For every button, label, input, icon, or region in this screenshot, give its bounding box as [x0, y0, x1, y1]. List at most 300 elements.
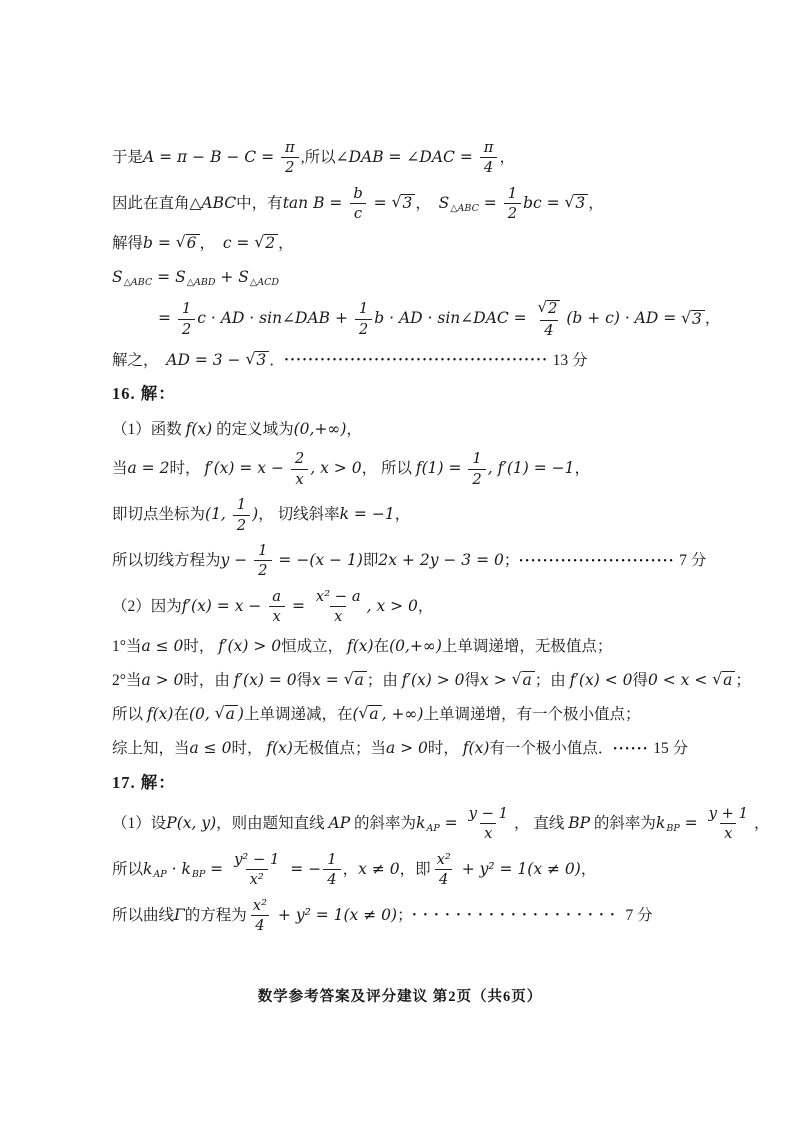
math-line — [112, 542, 707, 580]
fraction-denominator — [720, 823, 736, 841]
text-run: ． — [269, 351, 285, 369]
text-run: 解之， — [112, 351, 167, 369]
math-run: a > 0 — [141, 671, 184, 690]
text-run: ， — [415, 195, 439, 213]
math-run: = − — [285, 859, 322, 878]
text-run: 2°当 — [112, 672, 142, 690]
math-run: 3 — [575, 194, 586, 213]
text-run: ,所以 — [300, 149, 336, 167]
math-run: x — [724, 825, 733, 843]
math-run: y² − 1 — [234, 850, 280, 868]
radicand — [522, 671, 535, 690]
math-run: 3 — [692, 309, 702, 328]
subscript — [124, 277, 153, 289]
text-run: ， — [417, 598, 434, 616]
math-run: f(x) — [462, 739, 490, 758]
text-run: ， — [588, 195, 604, 213]
subscript-base: S — [238, 268, 249, 287]
radical-sign: √ — [564, 193, 575, 212]
subscripted-symbol — [112, 268, 152, 287]
text-run: 所以 — [112, 706, 147, 724]
text-run: ；由 — [366, 672, 402, 690]
square-root — [215, 705, 238, 724]
math-run: f′(x) = x − — [181, 597, 267, 616]
fraction-denominator — [435, 869, 452, 887]
math-run: + y² = 1(x ≠ 0) — [273, 905, 398, 924]
subscript-base: S — [438, 194, 450, 213]
text-run: ； — [397, 906, 413, 924]
math-run: f(x) — [346, 637, 374, 656]
subscript — [450, 203, 479, 215]
math-run: bc = — [523, 194, 565, 213]
text-run: 恒成立， — [281, 638, 347, 656]
math-run: , +∞) — [381, 705, 424, 724]
fraction-numerator — [480, 140, 498, 157]
text-run: 得 — [632, 672, 648, 690]
text-run: 所以切线方程为 — [112, 552, 221, 570]
text-run: ；由 — [534, 672, 570, 690]
text-run: 当 — [112, 460, 128, 478]
subscript — [153, 869, 166, 881]
math-run: c · AD · sin∠DAB + — [197, 309, 353, 328]
math-run: ) — [237, 705, 244, 724]
dot-leader: •••••••••••••••••••••••••• — [519, 555, 676, 567]
math-run: f(x) — [185, 419, 213, 438]
math-run: 2 — [258, 562, 268, 580]
math-run: b — [353, 184, 363, 202]
fraction-numerator — [465, 806, 512, 823]
fraction — [468, 451, 485, 487]
q17-solution — [112, 771, 770, 935]
subscripted-symbol — [143, 860, 167, 879]
fraction-denominator — [269, 606, 285, 624]
text-run: 解得 — [112, 235, 144, 253]
fraction-numerator — [233, 497, 250, 514]
math-run: c — [353, 205, 363, 223]
text-run: ， 所以 — [361, 460, 416, 478]
radical-sign: √ — [511, 670, 522, 689]
fraction — [323, 852, 340, 888]
fraction-numerator — [312, 589, 365, 606]
fraction — [349, 186, 366, 222]
text-run: ，即 — [399, 860, 431, 878]
math-run: 3 — [256, 350, 267, 369]
text-run: 上单调递增，有一个极小值点； — [423, 706, 641, 724]
math-run: 1 — [327, 850, 337, 868]
subscripted-symbol — [175, 268, 215, 287]
radicand — [186, 234, 200, 253]
radical-sign: √ — [343, 670, 354, 689]
radicand — [225, 705, 238, 724]
math-run: 2 — [285, 159, 295, 177]
math-run: ∠DAB = ∠DAC = — [335, 148, 478, 167]
fraction — [268, 589, 285, 625]
text-run: 的方程为 — [184, 906, 247, 924]
radicand — [401, 194, 415, 213]
math-run: = — [439, 814, 463, 833]
text-run: 所以曲线 — [112, 906, 175, 924]
fraction-denominator — [330, 606, 346, 624]
math-line — [112, 451, 704, 487]
radical-sign: √ — [245, 349, 256, 368]
math-run: = — [287, 597, 310, 616]
q15-solution-continued — [112, 139, 721, 372]
math-run: 1 — [358, 300, 369, 318]
math-run: 2x + 2y − 3 = 0 — [378, 551, 504, 570]
fraction — [705, 806, 752, 842]
square-root — [254, 234, 278, 253]
text-run: （2）因为 — [112, 598, 182, 616]
text-run: 即切点坐标为 — [112, 506, 206, 524]
math-run: 2 — [358, 320, 369, 338]
math-run: 4 — [255, 917, 265, 935]
fraction-numerator — [504, 186, 521, 203]
text-run: 7 分 — [621, 906, 653, 924]
text-run: 7 分 — [675, 552, 707, 570]
text-run: 时， — [183, 638, 219, 656]
math-line — [112, 703, 704, 727]
subscript — [187, 277, 216, 289]
fraction — [504, 186, 521, 222]
fraction-numerator — [468, 451, 485, 468]
text-run: 1°当 — [112, 638, 142, 656]
radicand — [354, 671, 367, 690]
math-run: a > 0 — [385, 739, 428, 758]
fraction — [433, 852, 455, 888]
text-run: 的斜率为 — [350, 815, 417, 833]
fraction-denominator — [540, 320, 557, 338]
text-run: ， — [199, 235, 223, 253]
subscript-base: k — [416, 814, 426, 833]
math-run: f′(x) < 0 — [569, 671, 633, 690]
subscript — [426, 823, 439, 835]
math-run: a — [272, 587, 282, 605]
math-line — [112, 635, 704, 659]
math-line — [112, 417, 704, 441]
fraction-denominator — [281, 157, 298, 175]
math-line — [112, 497, 704, 533]
math-run: f′(x) > 0 — [401, 671, 465, 690]
subscript-text: AP — [426, 822, 440, 834]
fraction-numerator — [254, 543, 271, 560]
fraction — [291, 451, 308, 487]
math-run: = — [368, 194, 392, 213]
math-run: 4 — [438, 871, 449, 889]
text-run: ， — [704, 310, 721, 328]
math-run: x — [295, 470, 304, 488]
math-run: f′(x) = x − — [204, 459, 289, 478]
math-run: f′(x) > 0 — [218, 637, 282, 656]
fraction-numerator — [291, 451, 308, 468]
subscripted-symbol — [656, 814, 680, 833]
math-run: f(x) — [266, 739, 293, 758]
square-root — [712, 671, 735, 690]
math-run: 2 — [547, 299, 558, 317]
math-run: = — [158, 309, 176, 328]
math-run: · — [166, 859, 182, 878]
text-run: 13 分 — [548, 351, 588, 369]
square-root — [359, 705, 382, 724]
fraction-denominator — [480, 157, 497, 175]
dot-leader: •••••••••••••••••••••••••••••••••••••••••••• — [284, 354, 549, 366]
fraction-denominator — [355, 319, 372, 337]
math-run: AD = 3 − — [166, 350, 246, 369]
radical-sign: √ — [358, 704, 369, 723]
fraction — [281, 140, 299, 176]
text-run: 的定义域为 — [212, 420, 294, 438]
text-run: 时， — [427, 740, 463, 758]
math-line — [112, 589, 704, 625]
radicand — [547, 300, 560, 318]
math-line — [112, 348, 704, 372]
text-run: 时， — [169, 460, 205, 478]
text-run: 得 — [464, 672, 481, 690]
math-run: c = — [222, 234, 255, 253]
radical-sign: √ — [175, 233, 186, 252]
text-run: 综上知，当 — [112, 740, 190, 758]
math-run: k = −1 — [339, 505, 395, 524]
text-run: 得 — [296, 672, 313, 690]
math-run: x — [484, 825, 493, 843]
square-root — [344, 671, 367, 690]
text-run: 即 — [362, 552, 379, 570]
fraction — [178, 301, 195, 337]
fraction-numerator — [705, 806, 752, 823]
math-run: y + 1 — [708, 804, 748, 822]
square-root — [538, 300, 561, 318]
math-run: π — [483, 139, 494, 156]
fraction-denominator — [178, 319, 195, 337]
radicand — [255, 351, 269, 370]
section-header: 16. 解： — [112, 383, 176, 403]
math-run: y − 1 — [468, 804, 508, 822]
radical-sign: √ — [681, 308, 692, 327]
math-run: 2 — [507, 205, 518, 223]
subscript — [250, 277, 279, 289]
text-run: （1）函数 — [112, 420, 186, 438]
subscript-text: BP — [191, 868, 206, 880]
math-run: x² — [436, 850, 451, 868]
fraction — [534, 300, 565, 338]
fraction-denominator — [350, 203, 366, 221]
text-run: 上单调递增，无极值点； — [441, 638, 613, 656]
math-run: (0,+∞) — [389, 637, 442, 656]
math-run: Γ — [174, 905, 185, 924]
subscripted-symbol — [439, 194, 479, 213]
square-root — [176, 234, 200, 253]
radical-sign: √ — [537, 298, 547, 316]
math-line — [112, 186, 704, 222]
subscript-text: △ABC — [123, 276, 153, 288]
math-run: , f′(1) = −1 — [487, 459, 575, 478]
math-line — [112, 140, 704, 176]
math-run: = — [152, 268, 176, 287]
subscripted-symbol — [181, 860, 205, 879]
radicand — [722, 671, 735, 690]
text-run: 无极值点；当 — [292, 740, 386, 758]
radicand — [574, 194, 588, 213]
text-run: ； — [503, 552, 520, 570]
math-line — [112, 852, 704, 888]
fraction-numerator — [249, 898, 271, 915]
fraction-denominator — [254, 560, 271, 578]
math-line — [112, 232, 704, 256]
text-run: ， — [574, 460, 591, 478]
text-run: ， — [499, 149, 515, 167]
q16-solution — [112, 382, 751, 761]
radicand — [691, 310, 705, 329]
section-header: 17. 解： — [112, 772, 176, 792]
math-run: 4 — [544, 321, 554, 339]
text-run: ， — [394, 506, 411, 524]
radical-sign: √ — [391, 193, 402, 212]
square-root — [565, 194, 589, 213]
fraction-denominator — [504, 203, 521, 221]
subscript-base: S — [175, 268, 186, 287]
fraction-denominator — [480, 823, 496, 841]
radical-sign: √ — [254, 233, 265, 252]
fraction — [355, 301, 372, 337]
dot-leader: •••••• — [613, 743, 650, 755]
subscripted-symbol — [416, 814, 440, 833]
math-run: f(x) — [146, 705, 174, 724]
text-run: 因此在直角 — [112, 195, 190, 213]
math-run: 1 — [236, 496, 247, 514]
math-run: x² — [252, 896, 267, 914]
text-run: ； — [735, 672, 751, 690]
math-line — [112, 737, 704, 761]
fraction-numerator — [230, 852, 283, 869]
math-run: π — [285, 139, 295, 156]
text-run: 时，由 — [183, 672, 234, 690]
math-run: + y² = 1(x ≠ 0) — [456, 859, 581, 878]
fraction-numerator — [534, 300, 565, 320]
math-run: (b + c) · AD = — [566, 309, 682, 328]
radical-sign: √ — [214, 704, 225, 723]
fraction — [465, 806, 512, 842]
fraction — [249, 898, 271, 934]
math-run: 1 — [181, 300, 192, 318]
math-run: , x > 0 — [366, 597, 418, 616]
subscript-base: k — [143, 859, 153, 878]
math-run: a — [723, 671, 733, 690]
math-run: 2 — [294, 450, 305, 468]
fraction-numerator — [268, 589, 285, 606]
dot-leader: ••••••••••••••••••• — [412, 910, 622, 922]
math-run: 2 — [236, 516, 247, 534]
fraction-numerator — [433, 852, 455, 869]
fraction — [254, 543, 271, 579]
math-run: 6 — [186, 234, 197, 253]
math-run: x > — [480, 671, 512, 690]
text-run: ， — [346, 420, 362, 438]
math-run: y − — [220, 551, 253, 570]
math-run: (1, — [205, 505, 231, 524]
math-run: , x > 0 — [310, 459, 362, 478]
square-root — [681, 310, 705, 329]
math-run: AP — [328, 814, 351, 833]
text-run: ， — [278, 235, 294, 253]
math-run: = — [205, 859, 229, 878]
math-run: tan B = — [282, 194, 348, 213]
fraction — [233, 497, 250, 533]
subscript-base: k — [181, 859, 191, 878]
page-footer: 数学参考答案及评分建议 第2页（共6页） — [257, 989, 543, 1005]
subscript-text: △ABC — [450, 202, 479, 214]
fraction-denominator — [323, 869, 340, 887]
math-run: x² − a — [315, 587, 361, 605]
math-run: 2 — [181, 320, 192, 338]
fraction-numerator — [349, 186, 366, 203]
math-run: a — [522, 671, 532, 690]
square-root — [512, 671, 535, 690]
subscript — [666, 823, 679, 835]
math-run: x = — [312, 671, 344, 690]
math-run: x² — [249, 871, 264, 889]
square-root — [245, 351, 269, 370]
math-run: f′(x) = 0 — [233, 671, 297, 690]
fraction-denominator — [251, 915, 268, 933]
math-line — [112, 266, 704, 290]
math-run: x ≠ 0 — [358, 859, 400, 878]
subscript-text: BP — [666, 822, 680, 834]
math-run: a ≤ 0 — [189, 739, 232, 758]
math-run: ) — [252, 505, 259, 524]
text-run: ， 切线斜率 — [258, 506, 340, 524]
text-run: （1）设 — [112, 815, 167, 833]
math-run: = −(x − 1) — [273, 551, 363, 570]
math-run: A = π − B − C = — [143, 148, 280, 167]
math-run: a — [369, 705, 379, 724]
text-run: 有一个极小值点． — [489, 740, 614, 758]
math-run: = — [679, 814, 703, 833]
text-run: 中，有 — [236, 195, 283, 213]
text-run: 时， — [231, 740, 267, 758]
math-line — [112, 669, 751, 693]
square-root — [392, 194, 416, 213]
text-run: ， — [753, 815, 770, 833]
math-run: a = 2 — [127, 459, 170, 478]
text-run: 在 — [173, 706, 189, 724]
text-run: ， — [342, 860, 359, 878]
text-run: 于是 — [112, 149, 144, 167]
math-line — [158, 298, 721, 339]
math-line — [112, 898, 704, 934]
subscript — [192, 869, 205, 881]
text-run: 的斜率为 — [590, 815, 656, 833]
fraction-denominator — [246, 869, 268, 887]
subscript-text: △ABD — [186, 276, 216, 288]
radicand — [368, 705, 381, 724]
math-run: a — [225, 705, 235, 724]
document-body — [112, 139, 770, 944]
math-run: 4 — [483, 159, 494, 177]
text-run: 15 分 — [649, 740, 689, 758]
math-line — [112, 804, 770, 843]
math-run: ( — [352, 705, 359, 724]
fraction-denominator — [291, 469, 307, 487]
math-run: P(x, y) — [166, 814, 217, 833]
math-run: x — [334, 608, 343, 626]
fraction-numerator — [281, 140, 299, 157]
fraction-numerator — [323, 852, 340, 869]
subscript-text: △ACD — [249, 276, 279, 288]
fraction — [230, 852, 283, 888]
fraction-numerator — [355, 301, 372, 318]
text-run: ， 直线 — [513, 815, 569, 833]
fraction-denominator — [233, 515, 250, 533]
math-run: 1 — [258, 542, 268, 559]
